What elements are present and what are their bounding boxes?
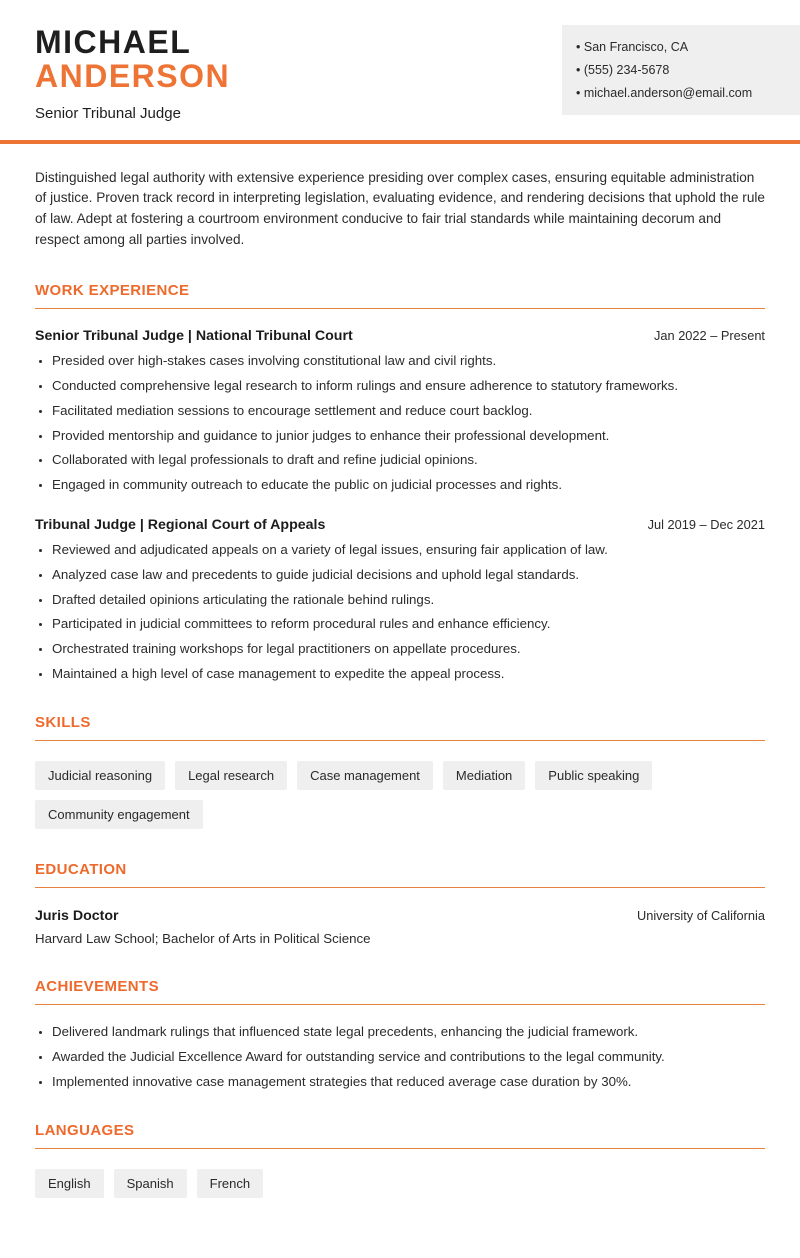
achievement-bullet: • Awarded the Judicial Excellence Award for outstanding service and contributions to the legal community. [52, 1049, 765, 1065]
section-rule [35, 1148, 765, 1149]
job-bullet: • Maintained a high level of case management to expedite the appeal process. [52, 666, 765, 682]
section-heading-languages: LANGUAGES [35, 1121, 135, 1139]
header-divider [0, 140, 800, 144]
summary-text: Distinguished legal authority with extensive experience presiding over complex cases, ensuring equitable administration of justice. Proven track record in interpreting legislation, evaluating evidence, and rendering decisions that uphold the rule of law. Adept at fostering a courtroom environment conducive to fair trial standards while maintaining decorum and respect among all parties involved. [35, 169, 765, 247]
language-chip: English [35, 1169, 104, 1198]
name-first: MICHAEL [35, 24, 192, 60]
job-bullet: • Reviewed and adjudicated appeals on a variety of legal issues, ensuring fair application of law. [52, 542, 765, 558]
job-bullet: • Analyzed case law and precedents to guide judicial decisions and uphold legal standards. [52, 567, 765, 583]
section-languages [35, 1122, 765, 1198]
job-entry-dates: Jan 2022 – Present [654, 328, 765, 344]
education-details: Harvard Law School; Bachelor of Arts in Political Science [35, 931, 371, 947]
education-institution: University of California [636, 908, 765, 924]
job-entry-title: Senior Tribunal Judge | National Tribunal Court [35, 328, 353, 345]
skill-chip: Community engagement [35, 800, 203, 829]
job-bullet: • Orchestrated training workshops for legal practitioners on appellate procedures. [52, 641, 765, 657]
achievement-bullet: • Delivered landmark rulings that influenced state legal precedents, enhancing the judicial framework. [52, 1024, 765, 1040]
section-achievements [35, 978, 765, 1090]
job-bullet: • Provided mentorship and guidance to junior judges to enhance their professional development. [52, 428, 765, 444]
job-entry-dates: Jul 2019 – Dec 2021 [647, 517, 765, 533]
job-entry-head [35, 328, 765, 344]
education-entry-head [35, 908, 765, 924]
job-bullet: • Presided over high-stakes cases involving constitutional law and civil rights. [52, 353, 765, 369]
section-heading-skills: SKILLS [35, 714, 91, 732]
section-skills [35, 714, 765, 829]
resume-header [0, 0, 800, 122]
section-rule [35, 740, 765, 741]
skill-chip: Legal research [175, 761, 287, 790]
language-chip: French [197, 1169, 263, 1198]
contact-item-location: • San Francisco, CA [576, 36, 786, 59]
section-education [35, 861, 765, 946]
job-entry-head [35, 517, 765, 533]
skill-chip: Mediation [443, 761, 525, 790]
job-bullet: • Conducted comprehensive legal research to inform rulings and ensure adherence to statutory frameworks. [52, 378, 765, 394]
headline: Senior Tribunal Judge [35, 104, 181, 122]
contact-item-phone: • (555) 234-5678 [576, 59, 786, 82]
job-bullet: • Collaborated with legal professionals to draft and refine judicial opinions. [52, 452, 765, 468]
section-rule [35, 308, 765, 309]
job-bullet: • Engaged in community outreach to educate the public on judicial processes and rights. [52, 477, 765, 493]
section-work-experience [35, 282, 765, 682]
achievement-bullet: • Implemented innovative case management strategies that reduced average case duration by 30%. [52, 1074, 765, 1090]
degree-title: Juris Doctor [35, 908, 119, 925]
language-chip: Spanish [114, 1169, 187, 1198]
job-bullet: • Facilitated mediation sessions to encourage settlement and reduce court backlog. [52, 403, 765, 419]
job-bullet: • Participated in judicial committees to reform procedural rules and enhance efficiency. [52, 616, 765, 632]
job-entry-title: Tribunal Judge | Regional Court of Appeals [35, 517, 326, 534]
section-rule [35, 1004, 765, 1005]
job-bullet-list [35, 542, 765, 682]
skills-chip-row [35, 761, 765, 829]
section-heading-education: EDUCATION [35, 861, 127, 879]
languages-chip-row [35, 1169, 765, 1198]
skill-chip: Case management [297, 761, 433, 790]
job-bullet: • Drafted detailed opinions articulating the rationale behind rulings. [52, 592, 765, 608]
job-entry [35, 328, 765, 493]
skill-chip: Judicial reasoning [35, 761, 165, 790]
job-entry [35, 517, 765, 682]
section-rule [35, 887, 765, 888]
section-heading-work: WORK EXPERIENCE [35, 282, 190, 300]
skill-chip: Public speaking [535, 761, 652, 790]
section-heading-achievements: ACHIEVEMENTS [35, 978, 159, 996]
name-last: ANDERSON [35, 57, 231, 94]
contact-list [576, 36, 786, 104]
achievement-bullet-list [35, 1024, 765, 1090]
contact-card [562, 25, 800, 115]
contact-item-email: • michael.anderson@email.com [576, 82, 786, 105]
job-bullet-list [35, 353, 765, 493]
resume-content [0, 168, 800, 1198]
